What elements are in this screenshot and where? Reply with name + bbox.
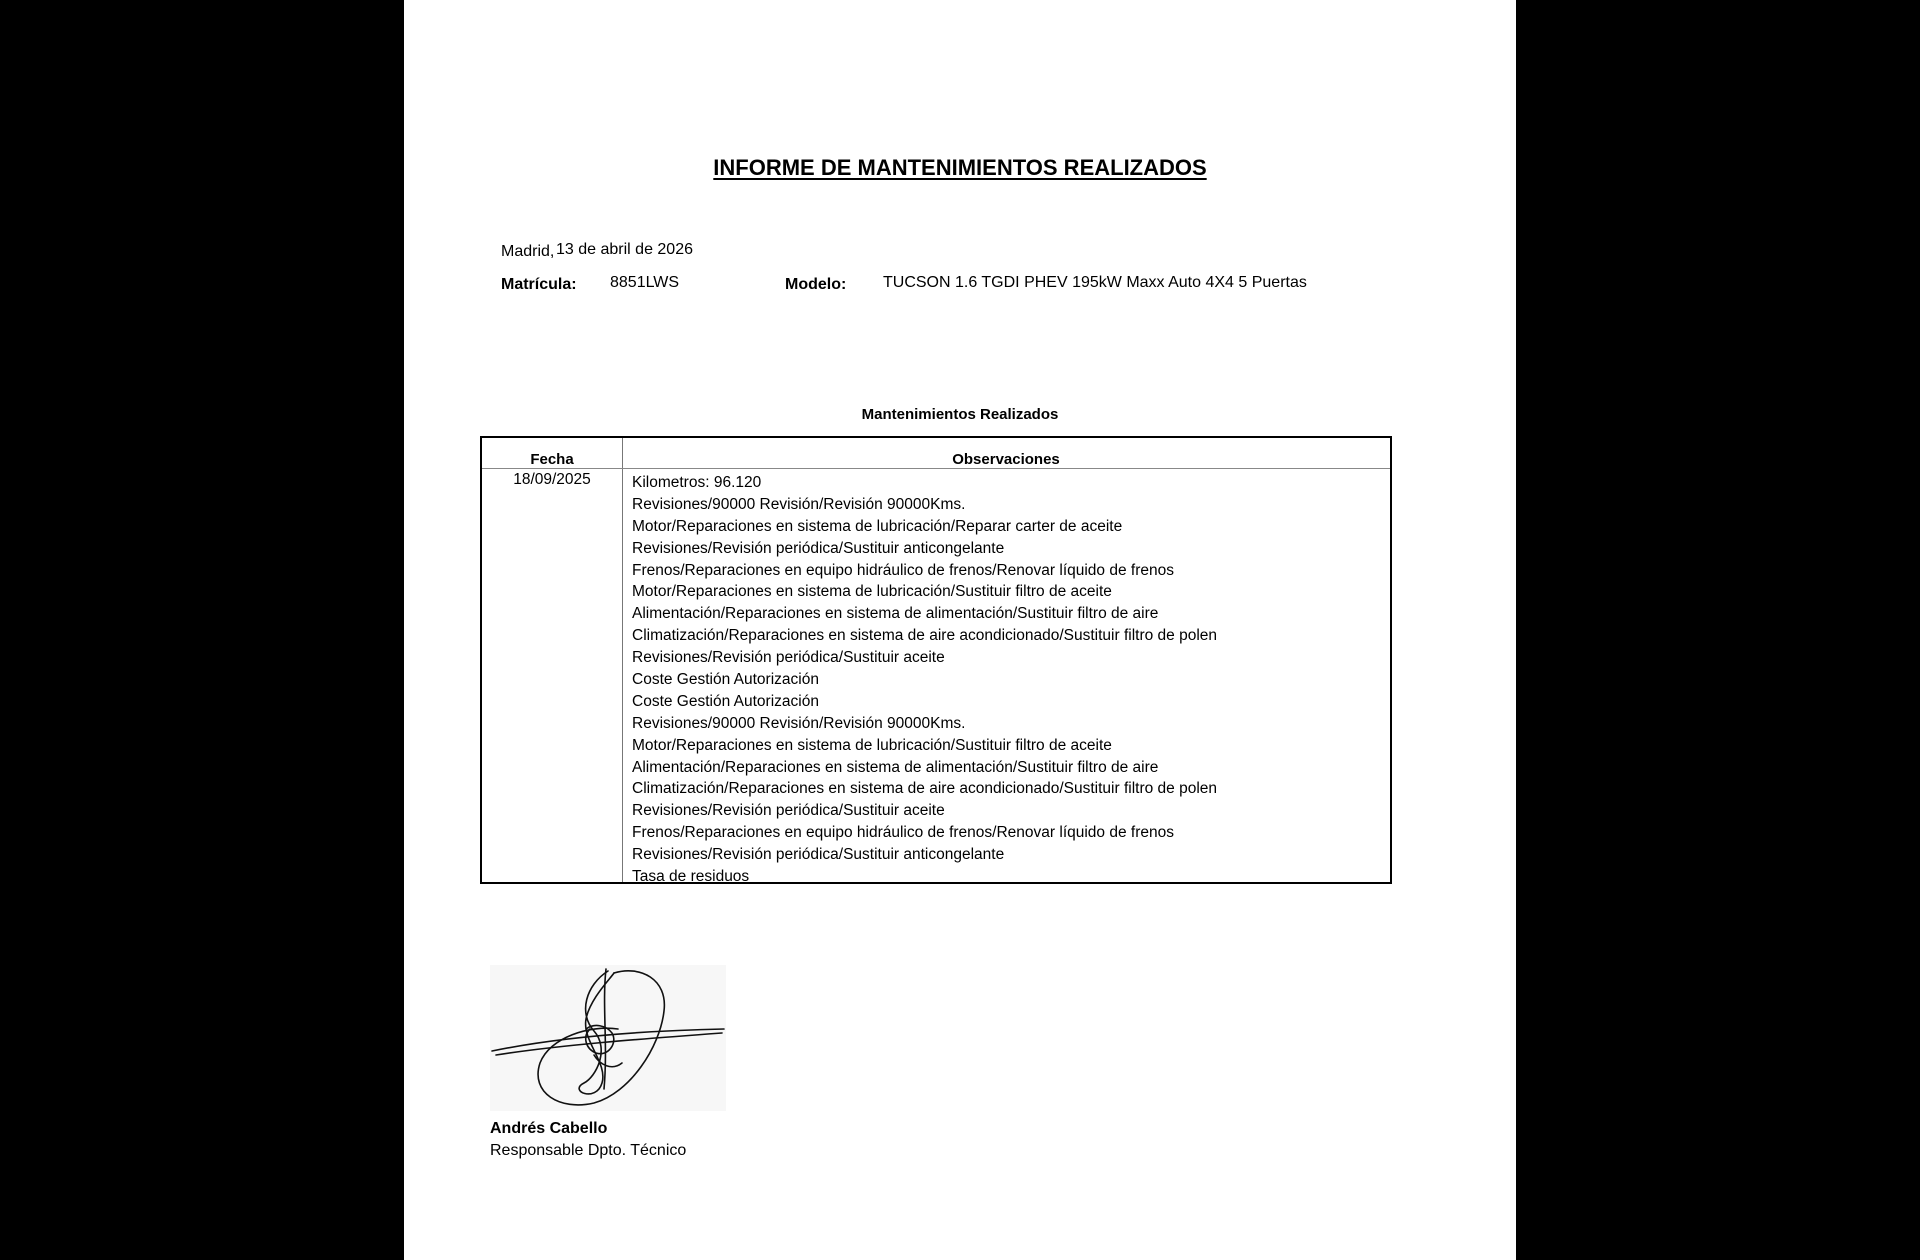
model-label: Modelo: (785, 276, 847, 293)
observation-item: Revisiones/90000 Revisión/Revisión 90000Kms. (632, 714, 966, 732)
observation-item: Coste Gestión Autorización (632, 692, 819, 710)
maintenance-date: 18/09/2025 (513, 471, 591, 488)
signatory-role: Responsable Dpto. Técnico (490, 1142, 687, 1159)
observation-item: Revisiones/Revisión periódica/Sustituir aceite (632, 649, 945, 667)
observation-item: Motor/Reparaciones en sistema de lubricación/Reparar carter de aceite (632, 517, 1123, 535)
column-header-date: Fecha (530, 451, 574, 468)
observation-item: Frenos/Reparaciones en equipo hidráulico de frenos/Renovar líquido de frenos (632, 824, 1174, 842)
observation-item: Coste Gestión Autorización (632, 671, 819, 689)
signature-image (490, 965, 726, 1111)
signature-scribble (490, 965, 726, 1111)
observation-item: Revisiones/Revisión periódica/Sustituir anticongelante (632, 846, 1005, 864)
report-date: 13 de abril de 2026 (556, 241, 693, 258)
observation-item: Revisiones/Revisión periódica/Sustituir anticongelante (632, 539, 1005, 557)
observation-item: Alimentación/Reparaciones en sistema de alimentación/Sustituir filtro de aire (632, 605, 1159, 623)
observation-item: Revisiones/Revisión periódica/Sustituir aceite (632, 802, 945, 820)
observation-item: Revisiones/90000 Revisión/Revisión 90000Kms. (632, 495, 966, 513)
observation-item: Tasa de residuos (632, 868, 750, 886)
document-title: INFORME DE MANTENIMIENTOS REALIZADOS (713, 155, 1207, 180)
place-label: Madrid, (501, 243, 555, 260)
observation-item: Climatización/Reparaciones en sistema de aire acondicionado/Sustituir filtro de polen (632, 627, 1218, 645)
observation-item: Motor/Reparaciones en sistema de lubricación/Sustituir filtro de aceite (632, 583, 1112, 601)
observations-list (632, 472, 1217, 888)
model-value: TUCSON 1.6 TGDI PHEV 195kW Maxx Auto 4X4 5 Puertas (883, 274, 1307, 291)
observation-item: Frenos/Reparaciones en equipo hidráulico de frenos/Renovar líquido de frenos (632, 561, 1174, 579)
plate-value: 8851LWS (610, 274, 680, 291)
document-page (404, 0, 1516, 1260)
plate-label: Matrícula: (501, 276, 577, 293)
table-title: Mantenimientos Realizados (861, 406, 1059, 423)
column-divider (622, 438, 623, 882)
signatory-name: Andrés Cabello (490, 1120, 608, 1137)
observation-item: Climatización/Reparaciones en sistema de aire acondicionado/Sustituir filtro de polen (632, 780, 1218, 798)
observation-item: Motor/Reparaciones en sistema de lubricación/Sustituir filtro de aceite (632, 736, 1112, 754)
column-header-observations: Observaciones (952, 451, 1060, 468)
observation-item: Kilometros: 96.120 (632, 474, 762, 491)
observation-item: Alimentación/Reparaciones en sistema de alimentación/Sustituir filtro de aire (632, 758, 1159, 776)
maintenance-table (480, 436, 1392, 884)
